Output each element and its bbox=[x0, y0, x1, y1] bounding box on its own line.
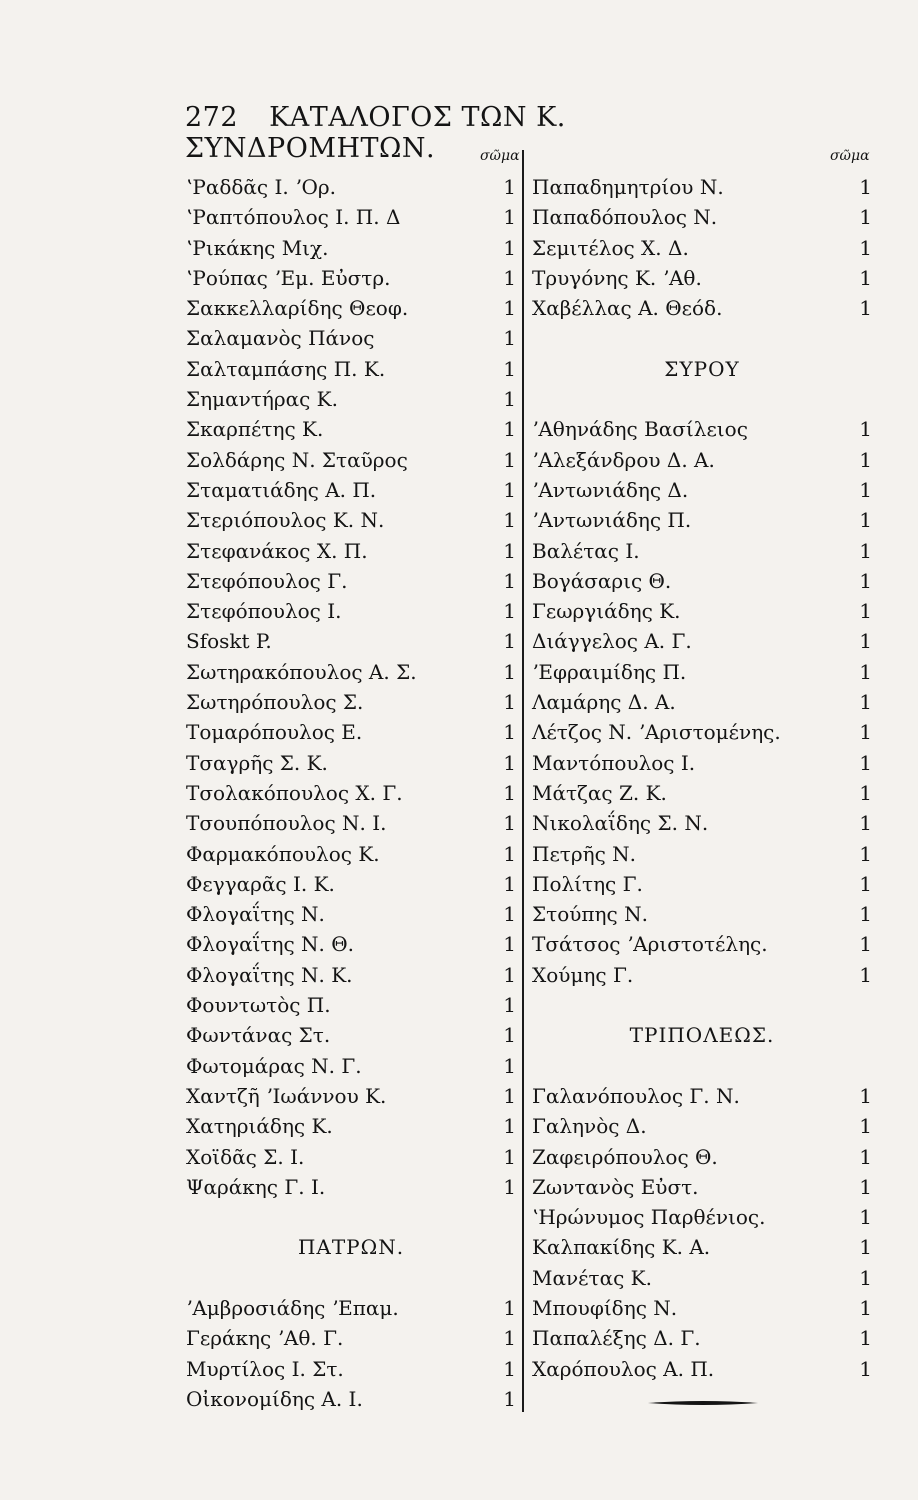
subscriber-row bbox=[186, 323, 516, 353]
subscriber-name: Μάτζας Ζ. Κ. bbox=[532, 780, 667, 805]
subscriber-name: Τσαγρῆς Σ. Κ. bbox=[186, 750, 328, 775]
volume-count: 1 bbox=[859, 841, 872, 866]
subscriber-row bbox=[532, 1081, 872, 1111]
section-title-patron: ΠΑΤΡΩΝ. bbox=[297, 1235, 405, 1260]
subscriber-name: Σεμιτέλος Χ. Δ. bbox=[532, 235, 689, 260]
end-ornament bbox=[648, 1400, 758, 1404]
volume-count: 1 bbox=[503, 659, 516, 684]
subscriber-name: Μαντόπουλος Ι. bbox=[532, 750, 696, 775]
subscriber-row bbox=[532, 748, 872, 778]
subscriber-row bbox=[186, 748, 516, 778]
subscriber-name: Γεωργιάδης Κ. bbox=[532, 599, 681, 624]
volume-count: 1 bbox=[859, 1356, 872, 1381]
volume-count: 1 bbox=[503, 902, 516, 927]
volume-count: 1 bbox=[859, 690, 872, 715]
spacer bbox=[532, 384, 872, 414]
subscriber-name: Σαλαμανὸς Πάνος bbox=[186, 326, 375, 351]
subscriber-row bbox=[532, 536, 872, 566]
volume-count: 1 bbox=[859, 447, 872, 472]
subscriber-name: Μπουφίδης Ν. bbox=[532, 1295, 678, 1320]
subscriber-row bbox=[532, 414, 872, 444]
volume-count: 1 bbox=[503, 599, 516, 624]
subscriber-row bbox=[186, 1323, 516, 1353]
subscriber-row bbox=[186, 899, 516, 929]
volume-count: 1 bbox=[503, 841, 516, 866]
subscriber-row bbox=[186, 1384, 516, 1414]
volume-count: 1 bbox=[859, 538, 872, 563]
subscriber-name: Σακκελλαρίδης Θεοφ. bbox=[186, 296, 409, 321]
volume-count: 1 bbox=[859, 1265, 872, 1290]
subscriber-row bbox=[532, 808, 872, 838]
subscriber-name: ʼΑντωνιάδης Π. bbox=[532, 508, 692, 533]
section-title-tripolis: ΤΡΙΠΟΛΕΩΣ. bbox=[629, 1023, 775, 1048]
subscriber-row bbox=[532, 1354, 872, 1384]
subscriber-row bbox=[532, 505, 872, 535]
subscriber-name: ʼΑντωνιάδης Δ. bbox=[532, 477, 689, 502]
subscriber-row bbox=[532, 202, 872, 232]
volume-count: 1 bbox=[859, 175, 872, 199]
subscriber-name: Τρυγόνης Κ. ʼΑθ. bbox=[532, 265, 702, 290]
subscriber-row bbox=[186, 505, 516, 535]
volume-count: 1 bbox=[503, 447, 516, 472]
volume-count: 1 bbox=[859, 871, 872, 896]
subscriber-row bbox=[186, 384, 516, 414]
volume-count: 1 bbox=[503, 265, 516, 290]
subscriber-row bbox=[186, 687, 516, 717]
subscriber-name: Φωτομάρας Ν. Γ. bbox=[186, 1053, 362, 1078]
subscriber-row bbox=[532, 839, 872, 869]
subscriber-row bbox=[186, 869, 516, 899]
subscriber-name: Χατηριάδης Κ. bbox=[186, 1114, 333, 1139]
page-number: 272 bbox=[185, 102, 239, 133]
subscriber-name: Στεφόπουλος Γ. bbox=[186, 568, 348, 593]
subscriber-row bbox=[532, 1202, 872, 1232]
subscriber-row bbox=[532, 657, 872, 687]
volume-count: 1 bbox=[859, 568, 872, 593]
subscriber-name: Τσουπόπουλος Ν. Ι. bbox=[186, 811, 387, 836]
subscriber-name: Φλογαΐτης Ν. Θ. bbox=[186, 932, 354, 957]
subscriber-row bbox=[532, 172, 872, 202]
subscriber-row bbox=[532, 475, 872, 505]
subscriber-row bbox=[532, 778, 872, 808]
volume-count: 1 bbox=[503, 477, 516, 502]
syros-entry-list bbox=[532, 414, 872, 990]
subscriber-name: ʼΑλεξάνδρου Δ. Α. bbox=[532, 447, 715, 472]
volume-count: 1 bbox=[503, 811, 516, 836]
subscriber-row bbox=[186, 233, 516, 263]
subscriber-row bbox=[186, 657, 516, 687]
volume-count: 1 bbox=[503, 296, 516, 321]
volume-count: 1 bbox=[503, 568, 516, 593]
subscriber-name: Γεράκης ʼΑθ. Γ. bbox=[186, 1326, 344, 1351]
subscriber-name: Χαντζῆ ʼΙωάννου Κ. bbox=[186, 1083, 387, 1108]
subscriber-name: Λαμάρης Δ. Α. bbox=[532, 690, 676, 715]
subscriber-row bbox=[532, 626, 872, 656]
subscriber-name: Τομαρόπουλος Ε. bbox=[186, 720, 363, 745]
volume-count: 1 bbox=[859, 780, 872, 805]
tripolis-entry-list bbox=[532, 1081, 872, 1384]
volume-count: 1 bbox=[503, 720, 516, 745]
subscriber-name: Σωτηρόπουλος Σ. bbox=[186, 690, 364, 715]
subscriber-name: Φεγγαρᾶς Ι. Κ. bbox=[186, 871, 335, 896]
subscriber-row bbox=[186, 1020, 516, 1050]
volume-count: 1 bbox=[859, 1144, 872, 1169]
subscriber-name: Πολίτης Γ. bbox=[532, 871, 643, 896]
volume-count: 1 bbox=[503, 993, 516, 1018]
subscriber-name: Διάγγελος Α. Γ. bbox=[532, 629, 692, 654]
subscriber-name: Φλογαΐτης Ν. bbox=[186, 902, 325, 927]
subscriber-name: Φουντωτὸς Π. bbox=[186, 993, 331, 1018]
subscriber-row bbox=[532, 1172, 872, 1202]
subscriber-row bbox=[186, 1142, 516, 1172]
subscriber-name: Παπαλέξης Δ. Γ. bbox=[532, 1326, 701, 1351]
volume-count: 1 bbox=[859, 265, 872, 290]
subscriber-name: ʽΡικάκης Μιχ. bbox=[186, 235, 329, 260]
volume-count: 1 bbox=[503, 1356, 516, 1381]
volume-count: 1 bbox=[859, 1235, 872, 1260]
subscriber-name: Παπαδημητρίου Ν. bbox=[532, 175, 724, 199]
subscriber-name: Βαλέτας Ι. bbox=[532, 538, 640, 563]
subscriber-row bbox=[186, 293, 516, 323]
page-title: ΚΑΤΑΛΟΓΟΣ ΤΩΝ Κ. ΣΥΝΔΡΟΜΗΤΩΝ. bbox=[185, 102, 566, 164]
volume-count: 1 bbox=[859, 629, 872, 654]
volume-count: 1 bbox=[859, 659, 872, 684]
spacer bbox=[186, 1263, 516, 1293]
volume-count: 1 bbox=[859, 932, 872, 957]
subscriber-name: Γαληνὸς Δ. bbox=[532, 1114, 647, 1139]
subscriber-row bbox=[186, 1172, 516, 1202]
subscriber-row bbox=[186, 1354, 516, 1384]
subscriber-row bbox=[532, 293, 872, 323]
subscriber-name: Στεφανάκος Χ. Π. bbox=[186, 538, 368, 563]
volume-label-right: σῶμα bbox=[830, 148, 870, 164]
subscriber-name: Χαβέλλας Α. Θεόδ. bbox=[532, 296, 723, 321]
subscriber-row bbox=[532, 1293, 872, 1323]
subscriber-name: Παπαδόπουλος Ν. bbox=[532, 205, 718, 230]
subscriber-name: ʼΑμβροσιάδης ʼΕπαμ. bbox=[186, 1295, 399, 1320]
left-entry-list bbox=[186, 172, 516, 1202]
subscriber-name: ʽΡούπας ʼΕμ. Εὐστρ. bbox=[186, 265, 391, 290]
volume-count: 1 bbox=[503, 175, 516, 199]
volume-count: 1 bbox=[503, 1295, 516, 1320]
subscriber-name: Φαρμακόπουλος Κ. bbox=[186, 841, 380, 866]
subscriber-name: Sfoskt P. bbox=[186, 629, 272, 654]
volume-count: 1 bbox=[503, 235, 516, 260]
subscriber-row bbox=[532, 1232, 872, 1262]
subscriber-name: ʽΡαπτόπουλος Ι. Π. Δ bbox=[186, 205, 401, 230]
volume-count: 1 bbox=[859, 296, 872, 321]
volume-count: 1 bbox=[503, 629, 516, 654]
subscriber-row bbox=[186, 596, 516, 626]
subscriber-row bbox=[186, 808, 516, 838]
subscriber-name: Σημαντήρας Κ. bbox=[186, 387, 338, 412]
subscriber-name: Μυρτίλος Ι. Στ. bbox=[186, 1356, 344, 1381]
volume-count: 1 bbox=[859, 1205, 872, 1230]
volume-count: 1 bbox=[859, 599, 872, 624]
subscriber-name: Φωντάνας Στ. bbox=[186, 1023, 331, 1048]
volume-count: 1 bbox=[859, 1326, 872, 1351]
volume-count: 1 bbox=[503, 1023, 516, 1048]
subscriber-row bbox=[532, 717, 872, 747]
volume-count: 1 bbox=[859, 508, 872, 533]
subscriber-name: Φλογαΐτης Ν. Κ. bbox=[186, 962, 353, 987]
subscriber-row bbox=[532, 596, 872, 626]
subscriber-row bbox=[186, 172, 516, 202]
volume-count: 1 bbox=[503, 750, 516, 775]
subscriber-name: Ζωντανὸς Εὐστ. bbox=[532, 1174, 699, 1199]
subscriber-row bbox=[186, 1111, 516, 1141]
volume-count: 1 bbox=[503, 1053, 516, 1078]
spacer bbox=[186, 1202, 516, 1232]
subscriber-row bbox=[532, 1323, 872, 1353]
column-divider bbox=[522, 150, 524, 1412]
subscriber-row bbox=[186, 566, 516, 596]
right-entry-list bbox=[532, 172, 872, 323]
volume-count: 1 bbox=[859, 477, 872, 502]
volume-count: 1 bbox=[859, 417, 872, 442]
subscriber-name: Χούμης Γ. bbox=[532, 962, 634, 987]
volume-count: 1 bbox=[503, 417, 516, 442]
subscriber-name: Στούπης Ν. bbox=[532, 902, 648, 927]
volume-count: 1 bbox=[503, 1144, 516, 1169]
subscriber-name: Πετρῆς Ν. bbox=[532, 841, 637, 866]
volume-count: 1 bbox=[503, 932, 516, 957]
subscriber-row bbox=[532, 1142, 872, 1172]
volume-count: 1 bbox=[859, 205, 872, 230]
subscriber-row bbox=[532, 899, 872, 929]
subscriber-name: Νικολαΐδης Σ. Ν. bbox=[532, 811, 709, 836]
subscriber-name: Οἰκονομίδης Α. Ι. bbox=[186, 1386, 363, 1411]
volume-count: 1 bbox=[503, 780, 516, 805]
subscriber-row bbox=[186, 1081, 516, 1111]
volume-count: 1 bbox=[503, 356, 516, 381]
volume-count: 1 bbox=[503, 326, 516, 351]
left-column bbox=[186, 172, 516, 1414]
volume-count: 1 bbox=[503, 1386, 516, 1411]
subscriber-row bbox=[532, 233, 872, 263]
subscriber-row bbox=[186, 990, 516, 1020]
subscriber-name: Σωτηρακόπουλος Α. Σ. bbox=[186, 659, 417, 684]
spacer bbox=[532, 1051, 872, 1081]
subscriber-row bbox=[186, 1293, 516, 1323]
subscriber-row bbox=[532, 960, 872, 990]
volume-count: 1 bbox=[503, 1083, 516, 1108]
subscriber-row bbox=[532, 263, 872, 293]
subscriber-row bbox=[532, 929, 872, 959]
subscriber-row bbox=[186, 626, 516, 656]
volume-count: 1 bbox=[503, 1174, 516, 1199]
subscriber-name: ʼΕφραιμίδης Π. bbox=[532, 659, 687, 684]
subscriber-row bbox=[186, 263, 516, 293]
subscriber-row bbox=[532, 566, 872, 596]
volume-count: 1 bbox=[503, 690, 516, 715]
subscriber-row bbox=[186, 414, 516, 444]
subscriber-row bbox=[186, 929, 516, 959]
volume-count: 1 bbox=[859, 1174, 872, 1199]
volume-count: 1 bbox=[859, 902, 872, 927]
subscriber-row bbox=[186, 354, 516, 384]
volume-count: 1 bbox=[503, 871, 516, 896]
spacer bbox=[532, 323, 872, 353]
subscriber-row bbox=[186, 839, 516, 869]
subscriber-name: Καλπακίδης Κ. Α. bbox=[532, 1235, 711, 1260]
subscriber-name: Στεριόπουλος Κ. Ν. bbox=[186, 508, 385, 533]
volume-count: 1 bbox=[859, 811, 872, 836]
volume-count: 1 bbox=[859, 750, 872, 775]
volume-count: 1 bbox=[503, 962, 516, 987]
volume-count: 1 bbox=[503, 508, 516, 533]
volume-count: 1 bbox=[859, 235, 872, 260]
subscriber-row bbox=[532, 1263, 872, 1293]
volume-count: 1 bbox=[503, 1326, 516, 1351]
subscriber-name: Μανέτας Κ. bbox=[532, 1265, 652, 1290]
subscriber-name: ʽΡαδδᾶς Ι. ʼΟρ. bbox=[186, 175, 336, 199]
subscriber-row bbox=[186, 717, 516, 747]
subscriber-name: Λέτζος Ν. ʼΑριστομένης. bbox=[532, 720, 781, 745]
volume-label-left: σῶμα bbox=[480, 148, 520, 164]
subscriber-name: Ψαράκης Γ. Ι. bbox=[186, 1174, 326, 1199]
volume-count: 1 bbox=[859, 962, 872, 987]
patron-entry-list bbox=[186, 1293, 516, 1414]
spacer bbox=[532, 990, 872, 1020]
subscriber-row bbox=[186, 475, 516, 505]
volume-count: 1 bbox=[503, 205, 516, 230]
subscriber-name: ʽΗρώνυμος Παρθένιος. bbox=[532, 1205, 766, 1230]
subscriber-name: Σταματιάδης Α. Π. bbox=[186, 477, 377, 502]
subscriber-name: Βογάσαρις Θ. bbox=[532, 568, 672, 593]
subscriber-row bbox=[532, 1111, 872, 1141]
volume-count: 1 bbox=[859, 1295, 872, 1320]
subscriber-name: Χοϊδᾶς Σ. Ι. bbox=[186, 1144, 305, 1169]
subscriber-row bbox=[186, 202, 516, 232]
volume-count: 1 bbox=[503, 1114, 516, 1139]
volume-count: 1 bbox=[859, 1114, 872, 1139]
volume-count: 1 bbox=[503, 387, 516, 412]
volume-count: 1 bbox=[503, 538, 516, 563]
subscriber-name: Τσολακόπουλος Χ. Γ. bbox=[186, 780, 403, 805]
subscriber-name: Σκαρπέτης Κ. bbox=[186, 417, 324, 442]
subscriber-name: Τσάτσος ʼΑριστοτέλης. bbox=[532, 932, 768, 957]
subscriber-name: Χαρόπουλος Α. Π. bbox=[532, 1356, 715, 1381]
subscriber-row bbox=[186, 778, 516, 808]
subscriber-name: Γαλανόπουλος Γ. Ν. bbox=[532, 1083, 740, 1108]
right-column bbox=[532, 172, 872, 1384]
subscriber-row bbox=[532, 869, 872, 899]
subscriber-row bbox=[186, 960, 516, 990]
section-title-syros: ΣΥΡΟΥ bbox=[664, 356, 740, 381]
subscriber-row bbox=[532, 687, 872, 717]
subscriber-row bbox=[186, 445, 516, 475]
volume-count: 1 bbox=[859, 720, 872, 745]
subscriber-name: ʼΑθηνάδης Βασίλειος bbox=[532, 417, 748, 442]
volume-count: 1 bbox=[859, 1083, 872, 1108]
subscriber-row bbox=[532, 445, 872, 475]
subscriber-row bbox=[186, 1051, 516, 1081]
subscriber-name: Σολδάρης Ν. Σταῦρος bbox=[186, 447, 408, 472]
subscriber-row bbox=[186, 536, 516, 566]
subscriber-name: Ζαφειρόπουλος Θ. bbox=[532, 1144, 718, 1169]
subscriber-name: Σαλταμπάσης Π. Κ. bbox=[186, 356, 386, 381]
subscriber-name: Στεφόπουλος Ι. bbox=[186, 599, 342, 624]
